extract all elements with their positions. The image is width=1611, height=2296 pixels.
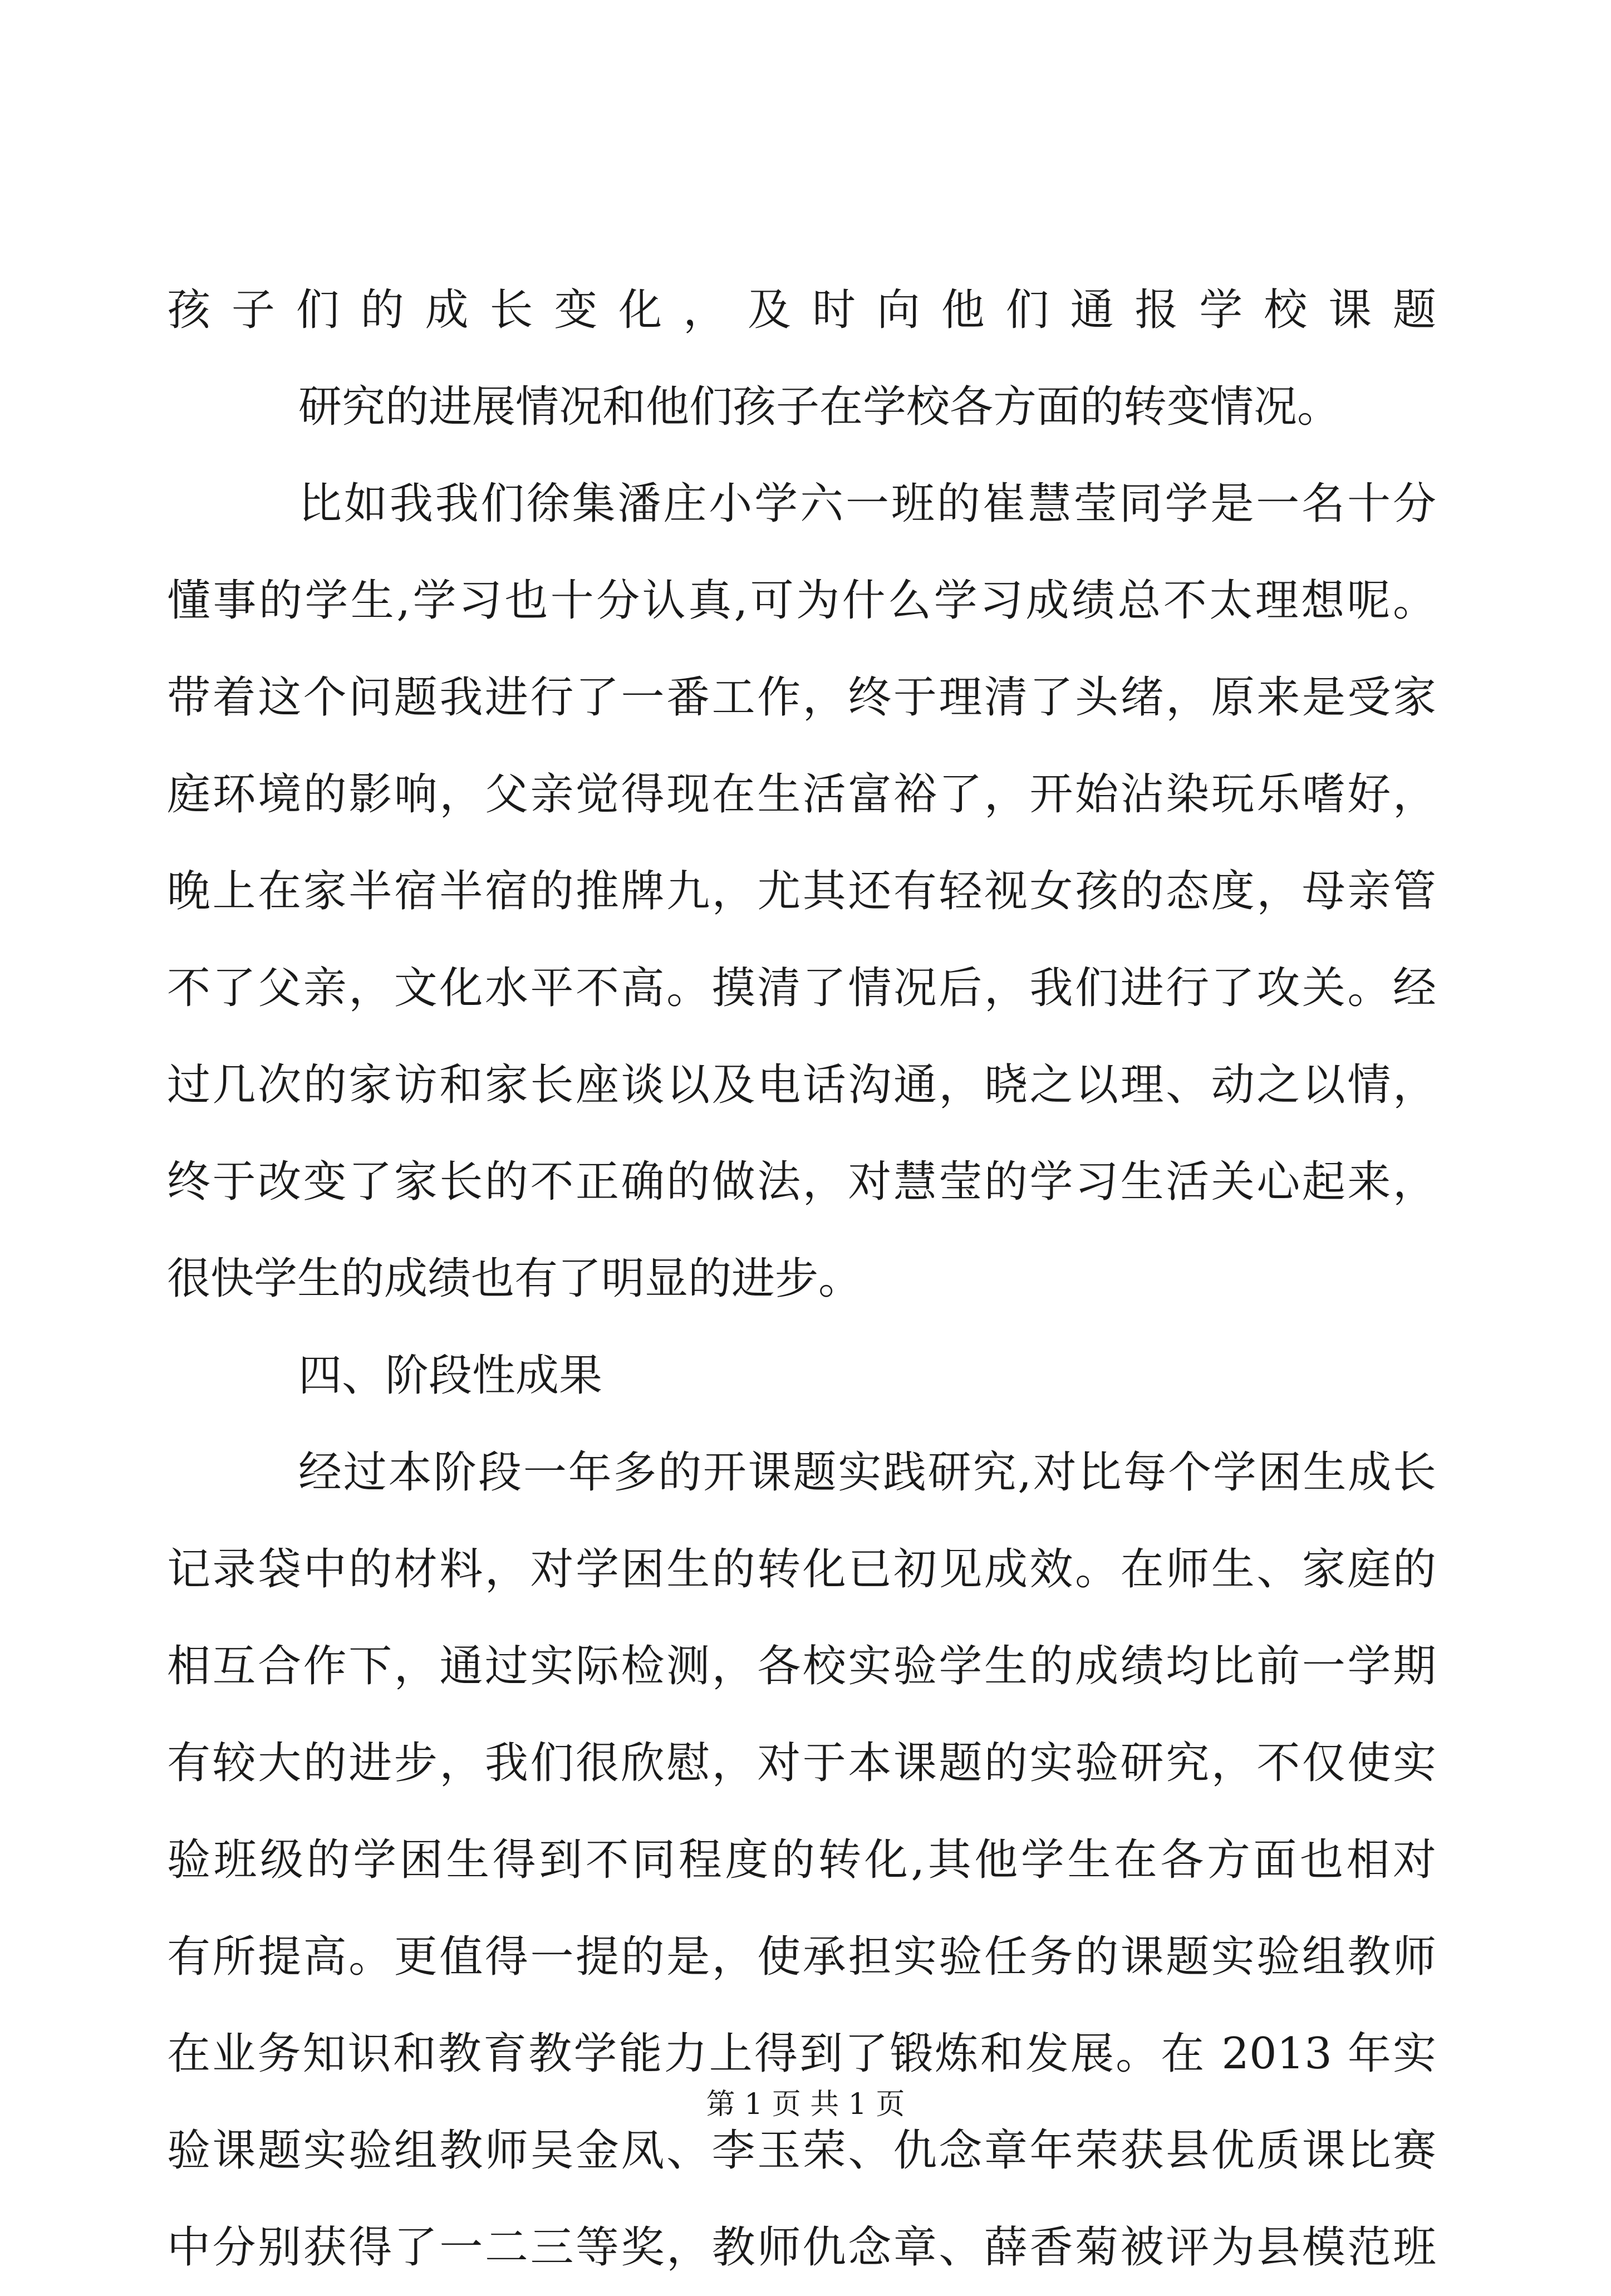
text-line: 庭环境的影响，父亲觉得现在生活富裕了，开始沾染玩乐嗜好， <box>167 769 1436 820</box>
page-footer: 第 1 页 共 1 页 <box>706 2088 905 2121</box>
text-line: 验班级的学困生得到不同程度的转化,其他学生在各方面也相对 <box>167 1835 1436 1885</box>
text-line: 在业务知识和教育教学能力上得到了锻炼和发展。在 2013 年实 <box>167 2029 1436 2079</box>
text-line: 孩子们的成长变化，及时向他们通报学校课题 <box>167 285 1436 335</box>
text-line: 终于改变了家长的不正确的做法，对慧莹的学习生活关心起来， <box>167 1157 1436 1207</box>
text-line: 有较大的进步，我们很欣慰，对于本课题的实验研究，不仅使实 <box>167 1738 1436 1788</box>
text-line: 懂事的学生,学习也十分认真,可为什么学习成绩总不太理想呢。 <box>167 576 1436 626</box>
text-line: 中分别获得了一二三等奖，教师仇念章、薛香菊被评为县模范班 <box>167 2223 1436 2273</box>
text-line: 很快学生的成绩也有了明显的进步。 <box>167 1254 862 1304</box>
text-line: 不了父亲，文化水平不高。摸清了情况后，我们进行了攻关。经 <box>167 963 1436 1013</box>
text-line: 有所提高。更值得一提的是，使承担实验任务的课题实验组教师 <box>167 1932 1436 1982</box>
text-line: 验课题实验组教师吴金凤、李玉荣、仇念章年荣获县优质课比赛 <box>167 2126 1436 2176</box>
paragraph-first-line: 比如我我们徐集潘庄小学六一班的崔慧莹同学是一名十分 <box>298 479 1436 529</box>
text-line: 记录袋中的材料，对学困生的转化已初见成效。在师生、家庭的 <box>167 1544 1436 1595</box>
section-heading: 四、阶段性成果 <box>298 1351 603 1401</box>
text-line: 晚上在家半宿半宿的推牌九，尤其还有轻视女孩的态度，母亲管 <box>167 866 1436 916</box>
text-line: 相互合作下，通过实际检测，各校实验学生的成绩均比前一学期 <box>167 1641 1436 1691</box>
text-line: 带着这个问题我进行了一番工作，终于理清了头绪，原来是受家 <box>167 673 1436 723</box>
paragraph-first-line: 研究的进展情况和他们孩子在学校各方面的转变情况。 <box>298 382 1341 432</box>
text-line: 过几次的家访和家长座谈以及电话沟通，晓之以理、动之以情， <box>167 1060 1436 1110</box>
paragraph-first-line: 经过本阶段一年多的开课题实践研究,对比每个学困生成长 <box>298 1448 1436 1498</box>
document-body <box>167 262 1436 2296</box>
